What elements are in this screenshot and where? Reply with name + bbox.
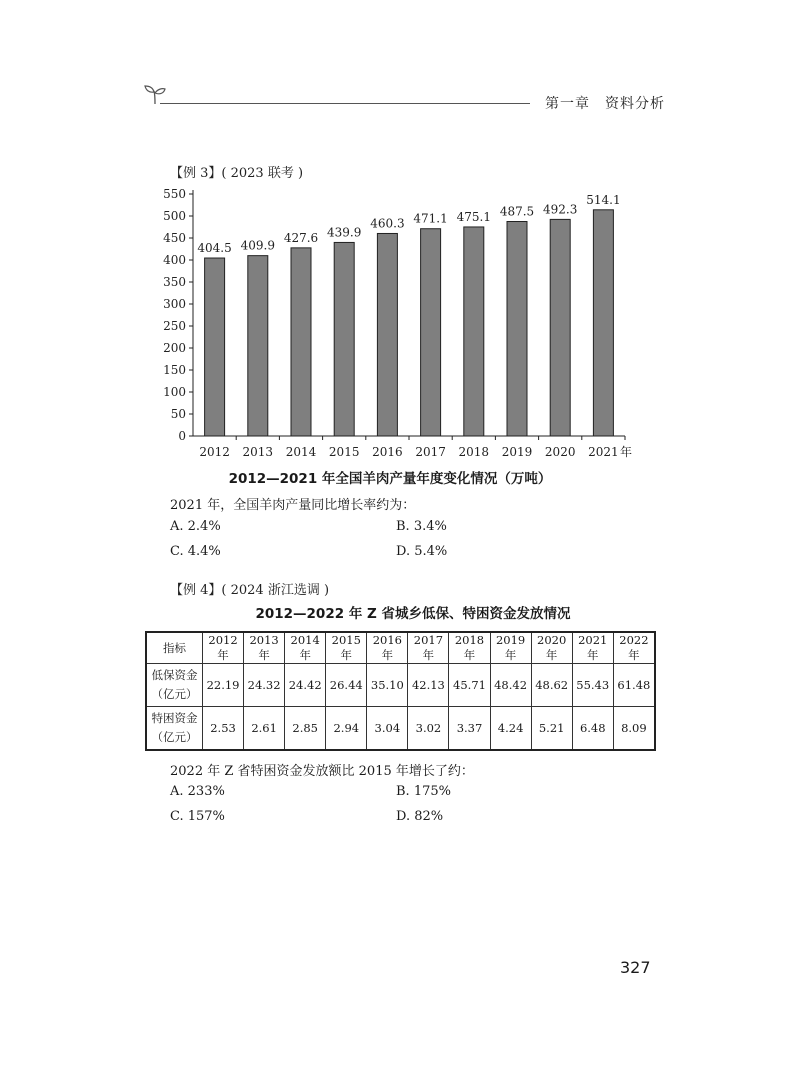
table-year-header: 2021 年: [572, 632, 613, 664]
table-year-header: 2016 年: [367, 632, 408, 664]
header-rule: [160, 103, 530, 104]
table-cell: 55.43: [572, 664, 613, 707]
y-tick-label: 150: [163, 363, 186, 377]
y-tick-label: 500: [163, 209, 186, 223]
table-title: 2012—2022 年 Z 省城乡低保、特困资金发放情况: [255, 606, 571, 622]
bar-value-label: 409.9: [240, 238, 275, 253]
y-tick-label: 250: [163, 319, 186, 333]
data-table: [145, 631, 656, 751]
bar: [507, 222, 527, 437]
table-cell: 26.44: [326, 664, 367, 707]
x-tick-label: 2016: [372, 445, 403, 459]
table-cell: 24.42: [285, 664, 326, 707]
table-row-label: [146, 707, 203, 751]
table-cell: 3.02: [408, 707, 449, 751]
row-label-line-2: （亿元）: [151, 687, 198, 701]
bar-value-label: 460.3: [370, 216, 405, 231]
x-tick-label: 2020: [544, 445, 576, 459]
bar: [464, 227, 484, 436]
bar-value-label: 514.1: [586, 192, 621, 207]
bar-value-label: 427.6: [283, 230, 319, 245]
chapter-title: 第一章 资料分析: [545, 96, 665, 112]
chart-title: 2012—2021 年全国羊肉产量年度变化情况（万吨）: [228, 471, 552, 487]
bar: [205, 258, 225, 436]
bar: [421, 229, 441, 436]
y-tick-label: 350: [163, 275, 186, 289]
y-tick-label: 300: [163, 297, 186, 311]
y-tick-label: 550: [163, 187, 186, 201]
x-tick-label: 2018: [458, 445, 490, 459]
example-3-tag: 【例 3】( 2023 联考 ): [170, 166, 304, 181]
example-3-option-a: A. 2.4%: [170, 519, 221, 534]
bar: [291, 248, 311, 436]
table-cell: 24.32: [244, 664, 285, 707]
x-tick-label: 2021: [588, 445, 619, 459]
row-label-line-1: 特困资金: [151, 711, 198, 725]
x-axis-unit-label: 年: [620, 445, 633, 459]
table-row: [146, 707, 655, 751]
table-cell: 2.85: [285, 707, 326, 751]
table-year-header: 2015 年: [326, 632, 367, 664]
example-3-question: 2021 年，全国羊肉产量同比增长率约为：: [170, 498, 416, 513]
bar-value-label: 492.3: [543, 202, 578, 217]
y-tick-label: 200: [163, 341, 186, 355]
bar: [248, 256, 268, 436]
table-cell: 45.71: [449, 664, 490, 707]
example-3-option-b: B. 3.4%: [396, 519, 447, 534]
x-tick-label: 2015: [328, 445, 360, 459]
bar-value-label: 487.5: [499, 204, 535, 219]
table-cell: 22.19: [203, 664, 244, 707]
example-4-option-a: A. 233%: [170, 784, 225, 799]
table-year-header: 2018 年: [449, 632, 490, 664]
y-tick-label: 400: [163, 253, 186, 267]
example-4-tag: 【例 4】( 2024 浙江选调 ): [170, 583, 330, 598]
example-3-option-c: C. 4.4%: [170, 544, 221, 559]
table-year-header: 2014 年: [285, 632, 326, 664]
bar: [593, 210, 613, 436]
bar-value-label: 404.5: [197, 241, 232, 256]
x-tick-label: 2017: [415, 445, 446, 459]
table-year-header: 2022 年: [613, 632, 655, 664]
bar-chart: [150, 183, 650, 463]
table-year-header: 2019 年: [490, 632, 531, 664]
example-3-option-d: D. 5.4%: [396, 544, 448, 559]
table-cell: 2.94: [326, 707, 367, 751]
x-tick-label: 2013: [242, 445, 274, 459]
table-year-header: 2013 年: [244, 632, 285, 664]
table-header-row: [146, 632, 655, 664]
row-label-line-2: （亿元）: [151, 730, 198, 744]
table-cell: 35.10: [367, 664, 408, 707]
example-4-option-c: C. 157%: [170, 809, 225, 824]
bar: [334, 242, 354, 436]
bar: [550, 219, 570, 436]
table-cell: 48.62: [531, 664, 572, 707]
y-tick-label: 100: [163, 385, 186, 399]
table-cell: 3.04: [367, 707, 408, 751]
bar: [377, 233, 397, 436]
table-row: [146, 664, 655, 707]
y-tick-label: 50: [170, 407, 186, 421]
table-cell: 6.48: [572, 707, 613, 751]
x-tick-label: 2019: [501, 445, 533, 459]
x-tick-label: 2012: [199, 445, 230, 459]
table-year-header: 2020 年: [531, 632, 572, 664]
example-4-question: 2022 年 Z 省特困资金发放额比 2015 年增长了约：: [170, 764, 474, 779]
table-cell: 2.61: [244, 707, 285, 751]
page-number: 327: [620, 958, 651, 977]
table-cell: 4.24: [490, 707, 531, 751]
table-cell: 5.21: [531, 707, 572, 751]
table-row-label: [146, 664, 203, 707]
table-year-header: 2012 年: [203, 632, 244, 664]
y-tick-label: 0: [178, 429, 186, 443]
y-tick-label: 450: [163, 231, 186, 245]
row-label-line-1: 低保资金: [151, 668, 198, 682]
bar-value-label: 439.9: [327, 225, 362, 240]
table-corner-cell: 指标: [146, 632, 203, 664]
bar-value-label: 471.1: [413, 211, 448, 226]
x-tick-label: 2014: [285, 445, 317, 459]
table-cell: 61.48: [613, 664, 655, 707]
example-4-option-b: B. 175%: [396, 784, 451, 799]
table-cell: 42.13: [408, 664, 449, 707]
example-4-option-d: D. 82%: [396, 809, 444, 824]
table-cell: 8.09: [613, 707, 655, 751]
bar-value-label: 475.1: [456, 209, 491, 224]
table-cell: 3.37: [449, 707, 490, 751]
table-cell: 2.53: [203, 707, 244, 751]
table-cell: 48.42: [490, 664, 531, 707]
table-year-header: 2017 年: [408, 632, 449, 664]
